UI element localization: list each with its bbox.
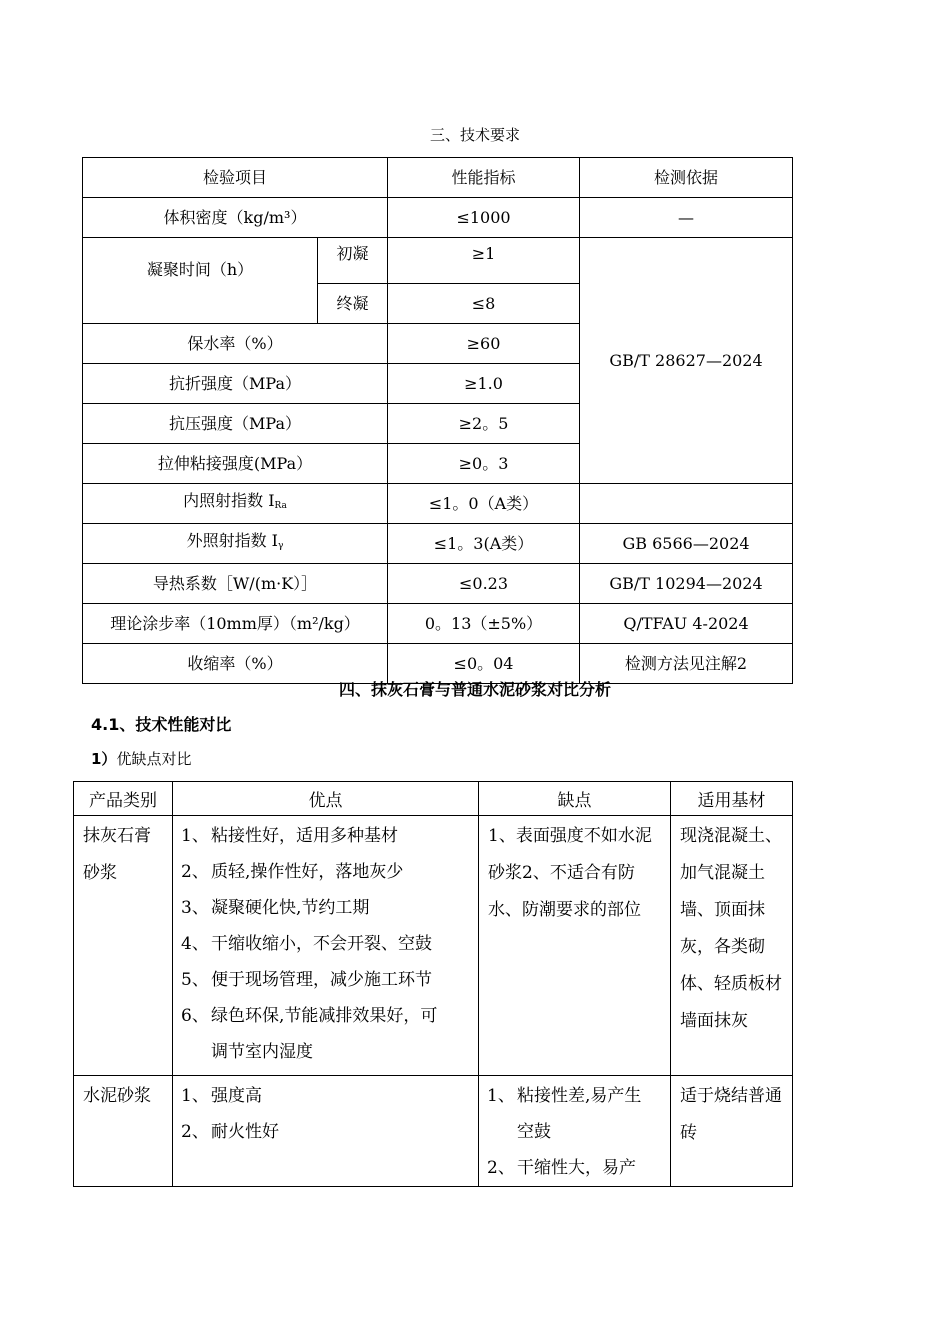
basis-cell: GB 6566—2024 [580,524,793,564]
basis-cell: GB/T 10294—2024 [580,564,793,604]
value-cell: 0。13（±5%） [388,604,580,644]
list-item-text: 强度高 [211,1086,262,1106]
list-item [487,1150,664,1186]
header-item: 检验项目 [83,158,388,198]
point-number: 1） [91,750,117,768]
value-cell: ≥0。3 [388,444,580,484]
item-cell: 导热系数［W/(m·K）］ [83,564,388,604]
table-header-row [74,782,793,816]
list-item-number: 2、 [181,862,209,882]
table-row [83,484,793,524]
category-text: 水泥砂浆 [83,1086,151,1106]
item-subscript: γ [278,541,284,551]
item-cell: 抗折强度（MPa） [83,364,388,404]
list-item-text: 调节室内湿度 [211,1042,313,1062]
list-item-number: 4、 [181,934,209,954]
substrate-text: 适于烧结普通砖 [680,1086,782,1143]
sub-item-cell: 终凝 [318,284,388,324]
subsection-title: 4.1、技术性能对比 [91,715,232,734]
list-item-text: 质轻,操作性好，落地灰少 [211,862,404,882]
list-item-number: 2、 [487,1158,515,1178]
value-cell: ≤8 [388,284,580,324]
tech-requirements-table [82,157,793,684]
list-item-number: 1、 [487,1086,515,1106]
basis-cell [580,484,793,524]
value-cell: ≥60 [388,324,580,364]
comparison-table [73,781,793,1187]
list-item-text: 粘接性差,易产生 [517,1086,642,1106]
value-cell: ≥1.0 [388,364,580,404]
item-cell: 理论涂步率（10mm厚）（m²/kg） [83,604,388,644]
item-text: 内照射指数 I [183,491,275,510]
list-item [181,854,472,890]
list-item-number: 6、 [181,1006,209,1026]
list-item-number: 1、 [181,826,209,846]
list-item-text: 粘接性好，适用多种基材 [211,826,398,846]
substrate-cell [671,816,793,1076]
list-item [181,1078,472,1114]
value-cell: ≤1。3(A类） [388,524,580,564]
cons-cell [479,1076,671,1187]
list-item-number: 1、 [181,1086,209,1106]
header-pros: 优点 [173,782,479,816]
item-cell: 保水率（%） [83,324,388,364]
pros-cell [173,816,479,1076]
table-row [83,198,793,238]
item-cell: 凝聚时间（h） [83,238,318,324]
basis-cell: 检测方法见注解2 [580,644,793,684]
header-substrate: 适用基材 [671,782,793,816]
point-text: 优缺点对比 [116,750,192,768]
list-item-number: 3、 [181,898,209,918]
item-cell: 收缩率（%） [83,644,388,684]
item-cell: 抗压强度（MPa） [83,404,388,444]
list-item [487,1114,664,1150]
table-header-row [83,158,793,198]
list-item [181,1114,472,1150]
substrate-text: 现浇混凝土、加气混凝土墙、顶面抹灰，各类砌体、轻质板材墙面抹灰 [680,826,782,1031]
list-item [181,1034,472,1070]
pros-cell [173,1076,479,1187]
item-cell [83,524,388,564]
item-cell: 体积密度（kg/m³） [83,198,388,238]
value-cell: ≤1000 [388,198,580,238]
list-item [181,818,472,854]
list-item [181,962,472,998]
section3-title: 三、技术要求 [429,126,520,144]
item-cell: 拉伸粘接强度(MPa） [83,444,388,484]
list-item-text: 耐火性好 [211,1122,279,1142]
table-row-gypsum [74,816,793,1076]
header-basis: 检测依据 [580,158,793,198]
list-item [487,1078,664,1114]
category-text: 抹灰石膏砂浆 [83,826,151,883]
list-item-text: 干缩性大，易产 [517,1158,636,1178]
value-cell: ≤0。04 [388,644,580,684]
header-cons: 缺点 [479,782,671,816]
table-row [83,564,793,604]
list-item-text: 便于现场管理，减少施工环节 [211,970,432,990]
list-item [181,890,472,926]
substrate-cell [671,1076,793,1187]
point-title [91,748,191,769]
list-item-text: 干缩收缩小，不会开裂、空鼓 [211,934,432,954]
pros-list [173,1076,478,1150]
item-cell [83,484,388,524]
item-subscript: Ra [274,501,287,511]
table-row [83,604,793,644]
cons-cell [479,816,671,1076]
list-item [181,998,472,1034]
table-row [83,524,793,564]
value-cell: ≥2。5 [388,404,580,444]
table-row-cement [74,1076,793,1187]
list-item-text: 绿色环保,节能减排效果好，可 [211,1006,438,1026]
basis-cell: — [580,198,793,238]
basis-cell: Q/TFAU 4-2024 [580,604,793,644]
list-item [181,926,472,962]
header-value: 性能指标 [388,158,580,198]
pros-list [173,816,478,1070]
item-text: 外照射指数 I [186,531,279,550]
list-item-number: 2、 [181,1122,209,1142]
section4-title: 四、抹灰石膏与普通水泥砂浆对比分析 [338,680,611,699]
list-item-text: 空鼓 [517,1122,551,1142]
cons-list [479,1076,670,1186]
header-category: 产品类别 [74,782,173,816]
value-cell: ≤0.23 [388,564,580,604]
cons-text: 1、表面强度不如水泥砂浆2、不适合有防水、防潮要求的部位 [488,826,652,920]
category-cell [74,1076,173,1187]
value-cell: ≤1。0（A类） [388,484,580,524]
list-item-text: 凝聚硬化快,节约工期 [211,898,370,918]
value-cell: ≥1 [388,238,580,284]
list-item-number: 5、 [181,970,209,990]
shared-basis-cell: GB/T 28627—2024 [580,238,793,484]
table-row [83,238,793,284]
sub-item-cell: 初凝 [318,238,388,284]
category-cell [74,816,173,1076]
